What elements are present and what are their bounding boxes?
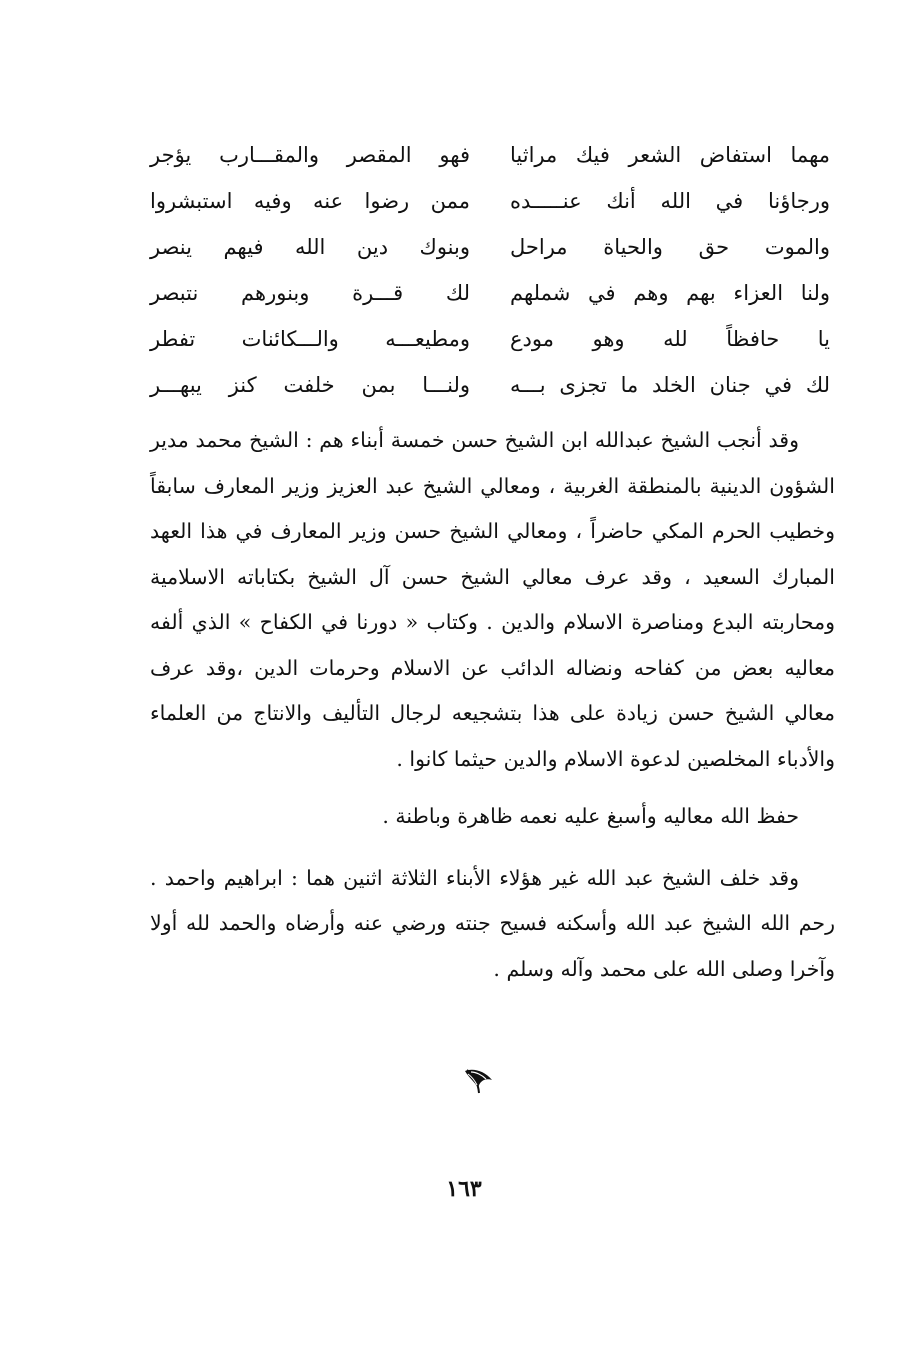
fleuron-icon bbox=[462, 1066, 496, 1096]
prose-body bbox=[150, 418, 835, 992]
paragraph-prayer: حفظ الله معاليه وأسبغ عليه نعمه ظاهرة وباطنة . bbox=[382, 804, 799, 828]
verse-second-hemistich: ومطيعـــه والـــكائنات تفطر bbox=[150, 327, 470, 351]
verse-first-hemistich: ولنا العزاء بهم وهم في شملهم bbox=[510, 281, 830, 305]
verse-second-hemistich: ممن رضوا عنه وفيه استبشروا bbox=[150, 189, 470, 213]
verse bbox=[150, 362, 830, 408]
verse bbox=[150, 178, 830, 224]
verse bbox=[150, 224, 830, 270]
verse-second-hemistich: وبنوك دين الله فيهم ينصر bbox=[150, 235, 470, 259]
verse-first-hemistich: مهما استفاض الشعر فيك مراثيا bbox=[510, 143, 830, 167]
poem bbox=[150, 132, 830, 408]
verse-second-hemistich: فهو المقصر والمقـــارب يؤجر bbox=[150, 143, 470, 167]
verse-first-hemistich: لك في جنان الخلد ما تجزى بـــه bbox=[510, 373, 830, 397]
verse bbox=[150, 132, 830, 178]
verse bbox=[150, 270, 830, 316]
verse-first-hemistich: يا حافظاً لله وهو مودع bbox=[510, 327, 830, 351]
verse-second-hemistich: ولنـــا بمن خلفت كنز يبهـــر bbox=[150, 373, 470, 397]
page-number: ١٦٣ bbox=[446, 1176, 482, 1202]
verse-first-hemistich: والموت حق والحياة مراحل bbox=[510, 235, 830, 259]
verse bbox=[150, 316, 830, 362]
paragraph-sons: وقد أنجب الشيخ عبدالله ابن الشيخ حسن خمسة أبناء هم : الشيخ محمد مدير الشؤون الدينية بالمنطقة الغربية ، ومعالي الشيخ عبد العزيز وزير المعارف سابقاً وخطيب الحرم المكي حاضراً ، ومعالي الشيخ حسن وزير المعارف في هذا العهد المبارك السعيد ، وقد عرف معالي الشيخ حسن آل الشيخ بكتاباته الاسلامية ومحاربته البدع ومناصرة الاسلام والدين . وكتاب « دورنا في الكفاح » الذي ألفه معاليه بعض من كفاحه ونضاله الدائب عن الاسلام وحرمات الدين ،وقد عرف معالي الشيخ حسن زيادة على هذا بتشجيعه لرجال التأليف والانتاج من العلماء والأدباء المخلصين لدعوة الاسلام والدين حيثما كانوا . bbox=[150, 428, 835, 771]
verse-second-hemistich: لك قـــرة وبنورهم نتبصر bbox=[150, 281, 470, 305]
paragraph-closing: وقد خلف الشيخ عبد الله غير هؤلاء الأبناء الثلاثة اثنين هما : ابراهيم واحمد . رحم الله الشيخ عبد الله وأسكنه فسيح جنته ورضي عنه وأرضاه والحمد لله أولا وآخرا وصلى الله على محمد وآله وسلم . bbox=[150, 865, 835, 981]
verse-first-hemistich: ورجاؤنا في الله أنك عنـــــده bbox=[510, 189, 830, 213]
